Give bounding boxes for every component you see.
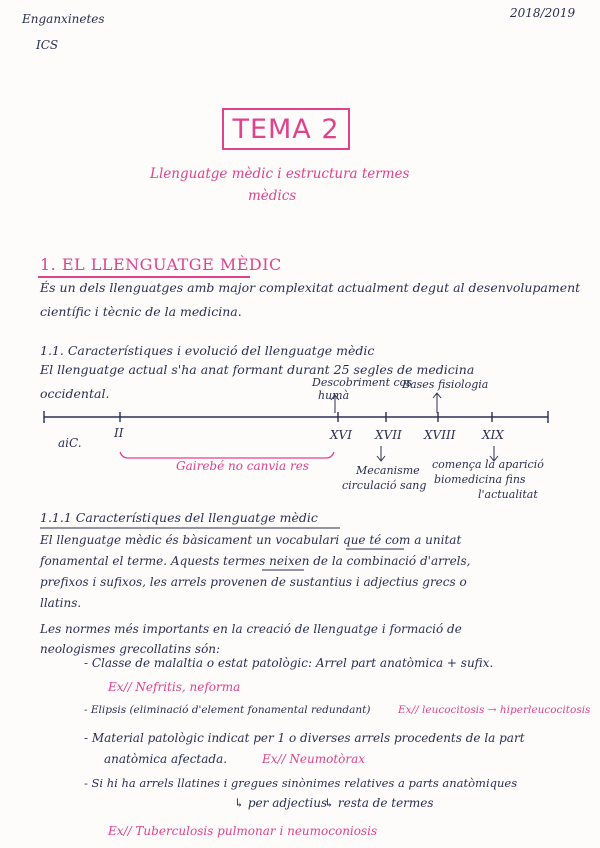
bullet-2: - Elipsis (eliminació d'element fonamental redundant): [84, 704, 371, 716]
section-heading: 1. EL LLENGUATGE MÈDIC: [40, 255, 282, 274]
p2-line2: neologismes grecollatins són:: [40, 642, 221, 656]
timeline-below-2a: comença la aparició: [432, 458, 544, 471]
p1-line4: llatins.: [40, 596, 82, 610]
timeline-mark-xvi: XVI: [330, 428, 352, 442]
timeline-below-2b: biomedicina fins: [434, 473, 526, 486]
p1-line3: prefixos i sufixos, les arrels provenen de sustantius i adjectius grecs o: [40, 575, 467, 589]
subtitle-line2: mèdics: [248, 188, 297, 204]
bullet-4-sub-a: ↳ per adjectius: [234, 796, 328, 810]
header-year: 2018/2019: [510, 6, 576, 20]
p1-line2: fonamental el terme. Aquests termes neixen de la combinació d'arrels,: [40, 554, 471, 568]
bullet-4-example: Ex// Tuberculosis pulmonar i neumoconiosis: [108, 824, 378, 838]
bullet-4-line1: - Si hi ha arrels llatines i gregues sinònimes relatives a parts anatòmiques: [84, 776, 518, 790]
intro-line2: científic i tècnic de la medicina.: [40, 304, 242, 319]
subsection-heading: 1.1. Característiques i evolució del llenguatge mèdic: [40, 343, 375, 358]
sub-line1: El llenguatge actual s'ha anat formant durant 25 segles de medicina: [40, 362, 475, 377]
timeline-below-1b: circulació sang: [342, 479, 427, 492]
bullet-1-example: Ex// Nefritis, neforma: [108, 680, 241, 694]
timeline-above-2: Bases fisiologia: [402, 378, 489, 391]
timeline-mark-xvii: XVII: [375, 428, 402, 442]
timeline-mark-aic: aiC.: [58, 436, 82, 450]
header-subject: ICS: [36, 38, 59, 52]
subtitle-line1: Llenguatge mèdic i estructura termes: [150, 166, 410, 182]
sub-line2: occidental.: [40, 386, 110, 401]
bullet-3-example: Ex// Neumotòrax: [262, 752, 366, 766]
bullet-4-sub-b: ↳ resta de termes: [324, 796, 434, 810]
subsubsection-heading: 1.1.1 Característiques del llenguatge mèdic: [40, 510, 318, 525]
timeline-range-label: Gairebé no canvia res: [176, 459, 309, 473]
timeline-above-1b: humà: [318, 389, 350, 402]
timeline-mark-xviii: XVIII: [424, 428, 456, 442]
intro-line1: És un dels llenguatges amb major complexitat actualment degut al desenvolupament: [40, 280, 581, 295]
bullet-1: - Classe de malaltia o estat patològic: Arrel part anatòmica + sufix.: [84, 656, 494, 670]
bullet-3-line2: anatòmica afectada.: [104, 752, 228, 766]
p1-line1: El llenguatge mèdic és bàsicament un vocabulari que té com a unitat: [40, 533, 462, 547]
bullet-2-example: Ex// leucocitosis → hiperleucocitosis: [398, 704, 591, 716]
p2-line1: Les normes més importants en la creació de llenguatge i formació de: [40, 622, 462, 636]
page-title: TEMA 2: [222, 108, 350, 150]
bullet-3-line1: - Material patològic indicat per 1 o diverses arrels procedents de la part: [84, 731, 525, 745]
timeline-mark-xix: XIX: [482, 428, 504, 442]
timeline-below-2c: l'actualitat: [478, 488, 538, 501]
timeline-mark-ii: II: [114, 426, 124, 440]
timeline-below-1a: Mecanisme: [356, 464, 420, 477]
header-author: Enganxinetes: [22, 12, 105, 26]
timeline-above-1a: Descobriment cos: [312, 376, 412, 389]
